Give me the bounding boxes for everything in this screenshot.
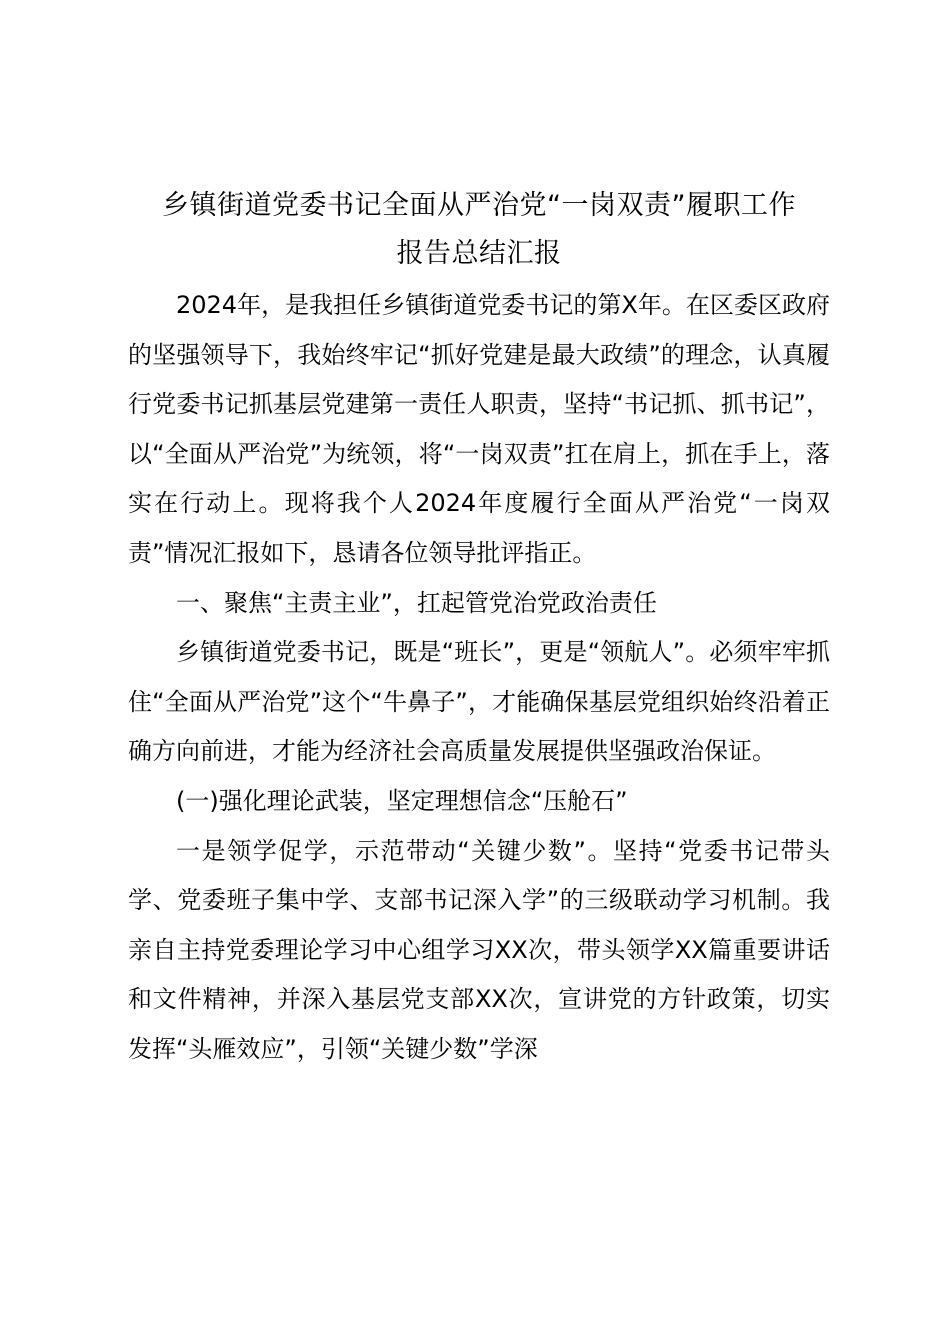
intro-paragraph: 2024年，是我担任乡镇街道党委书记的第X年。在区委区政府的坚强领导下，我始终牢记“抓好党建是最大政绩”的理念，认真履行党委书记抓基层党建第一责任人职责，坚持“书记抓、抓书记”，以“全面从严治党”为统领，将“一岗双责”扛在肩上，抓在手上，落实在行动上。现将我个人2024年度履行全面从严治党“一岗双责”情况汇报如下，恳请各位领导批评指正。	[128, 291, 830, 567]
section-1-paragraph: 乡镇街道党委书记，既是“班长”，更是“领航人”。必须牢牢抓住“全面从严治党”这个“牛鼻子”，才能确保基层党组织始终沿着正确方向前进，才能为经济社会高质量发展提供坚强政治保证。	[128, 638, 830, 766]
document-title	[128, 182, 830, 278]
subsection-1-paragraph: 一是领学促学，示范带动“关键少数”。坚持“党委书记带头学、党委班子集中学、支部书记深入学”的三级联动学习机制。我亲自主持党委理论学习中心组学习XX次，带头领学XX篇重要讲话和文件精神，并深入基层党支部XX次，宣讲党的方针政策，切实发挥“头雁效应”，引领“关键少数”学深	[128, 836, 830, 1063]
subsection-heading-1: (一)强化理论武装，坚定理想信念“压舱石”	[176, 786, 628, 815]
document-body	[128, 281, 830, 1075]
section-heading-1: 一、聚焦“主责主业”，扛起管党治党政治责任	[176, 588, 657, 617]
title-line-1: 乡镇街道党委书记全面从严治党“一岗双责”履职工作	[162, 190, 796, 221]
title-line-2: 报告总结汇报	[396, 238, 562, 269]
